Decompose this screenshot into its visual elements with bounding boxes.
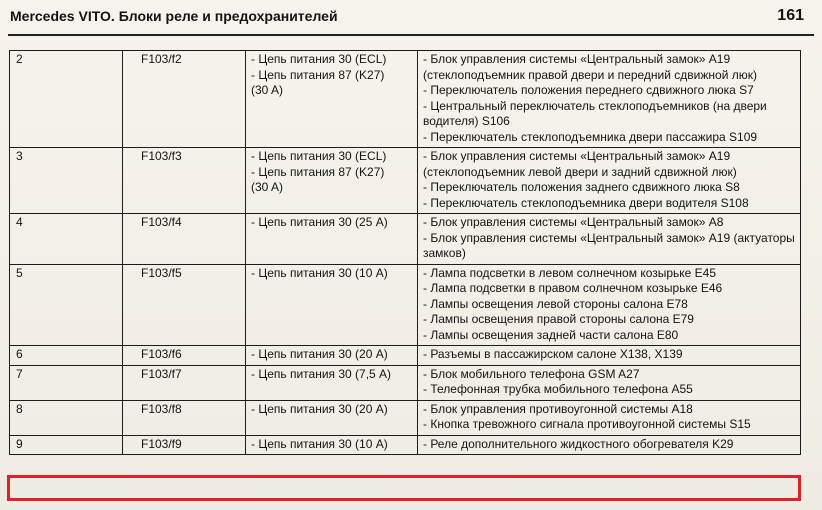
consumer-line: (стеклоподъемник правой двери и передний сдвижной люк) bbox=[423, 67, 757, 82]
row-number: 6 bbox=[10, 346, 123, 366]
circuit-line: - Цепь питания 87 (K27) bbox=[251, 67, 385, 82]
circuit-cell bbox=[246, 365, 418, 400]
fuse-row bbox=[10, 435, 801, 455]
consumer-line: - Блок управления системы «Центральный замок» A19 bbox=[423, 149, 731, 163]
circuit-line: (30 A) bbox=[251, 180, 284, 194]
consumer-line: - Переключатель стеклоподъемника двери водителя S108 bbox=[423, 195, 749, 210]
consumer-line: - Переключатель стеклоподъемника двери пассажира S109 bbox=[423, 129, 758, 144]
consumer-line: - Блок управления противоугонной системы A18 bbox=[423, 401, 693, 416]
circuit-line: - Цепь питания 30 (ECL) bbox=[251, 149, 387, 163]
fuse-row bbox=[10, 264, 801, 346]
circuit-cell bbox=[246, 435, 418, 455]
fuse-row bbox=[10, 51, 801, 148]
row-number: 5 bbox=[10, 264, 123, 346]
fuse-id: F103/f5 bbox=[123, 264, 246, 346]
highlight-box bbox=[7, 475, 801, 501]
consumer-line: - Блок управления системы «Центральный замок» A19 bbox=[423, 52, 731, 66]
consumer-line: - Блок управления системы «Центральный замок» A8 bbox=[423, 215, 724, 229]
consumer-line: - Блок управления системы «Центральный замок» A19 (актуаторы bbox=[423, 230, 795, 245]
circuit-line: - Цепь питания 30 (10 A) bbox=[251, 265, 388, 280]
circuit-line: - Цепь питания 30 (20 A) bbox=[251, 347, 388, 361]
consumers-cell bbox=[418, 400, 801, 435]
circuit-cell bbox=[246, 51, 418, 148]
consumer-line: (стеклоподъемник левой двери и задний сдвижной люк) bbox=[423, 164, 737, 179]
consumer-line: - Блок мобильного телефона GSM A27 bbox=[423, 366, 640, 381]
consumer-line: - Кнопка тревожного сигнала противоугонной системы S15 bbox=[423, 417, 751, 431]
circuit-line: - Цепь питания 30 (20 A) bbox=[251, 401, 388, 416]
circuit-cell bbox=[246, 400, 418, 435]
page-title bbox=[10, 8, 338, 24]
row-number: 9 bbox=[10, 435, 123, 455]
consumer-line: - Лампа подсветки в левом солнечном козырьке E45 bbox=[423, 265, 717, 280]
consumers-cell bbox=[418, 51, 801, 148]
page-header bbox=[0, 0, 822, 38]
consumer-line: - Лампа подсветки в правом солнечном козырьке E46 bbox=[423, 281, 723, 295]
circuit-line: - Цепь питания 30 (10 A) bbox=[251, 436, 388, 451]
page-number: 161 bbox=[777, 7, 804, 24]
row-number: 2 bbox=[10, 51, 123, 148]
fuse-id: F103/f7 bbox=[123, 365, 246, 400]
consumer-line: водителя) S106 bbox=[423, 114, 510, 128]
consumers-cell bbox=[418, 435, 801, 455]
fuse-table bbox=[9, 50, 801, 455]
fuse-row bbox=[10, 365, 801, 400]
fuse-id: F103/f3 bbox=[123, 148, 246, 214]
consumer-line: - Разъемы в пассажирском салоне X138, X139 bbox=[423, 347, 683, 361]
consumer-line: - Центральный переключатель стеклоподъемников (на двери bbox=[423, 98, 767, 113]
consumer-line: - Лампы освещения левой стороны салона E78 bbox=[423, 296, 688, 311]
fuse-id: F103/f6 bbox=[123, 346, 246, 366]
consumer-line: - Переключатель положения заднего сдвижного люка S8 bbox=[423, 180, 740, 194]
consumers-cell bbox=[418, 214, 801, 265]
fuse-row bbox=[10, 400, 801, 435]
circuit-line: - Цепь питания 87 (K27) bbox=[251, 164, 385, 179]
consumers-cell bbox=[418, 148, 801, 214]
circuit-line: - Цепь питания 30 (25 A) bbox=[251, 215, 388, 229]
consumers-cell bbox=[418, 264, 801, 346]
consumers-cell bbox=[418, 346, 801, 366]
row-number: 8 bbox=[10, 400, 123, 435]
circuit-cell bbox=[246, 264, 418, 346]
brand-name: Mercedes VITO. bbox=[10, 8, 115, 24]
fuse-row bbox=[10, 346, 801, 366]
consumer-line: - Лампы освещения правой стороны салона E79 bbox=[423, 312, 694, 326]
consumer-line: - Реле дополнительного жидкостного обогревателя K29 bbox=[423, 436, 734, 451]
circuit-line: - Цепь питания 30 (ECL) bbox=[251, 52, 387, 66]
consumer-line: замков) bbox=[423, 246, 466, 260]
fuse-row bbox=[10, 214, 801, 265]
circuit-line: (30 A) bbox=[251, 83, 284, 97]
circuit-cell bbox=[246, 148, 418, 214]
fuse-id: F103/f2 bbox=[123, 51, 246, 148]
row-number: 3 bbox=[10, 148, 123, 214]
fuse-id: F103/f9 bbox=[123, 435, 246, 455]
consumers-cell bbox=[418, 365, 801, 400]
circuit-line: - Цепь питания 30 (7,5 A) bbox=[251, 366, 392, 381]
fuse-table-body bbox=[10, 51, 801, 455]
fuse-id: F103/f4 bbox=[123, 214, 246, 265]
row-number: 7 bbox=[10, 365, 123, 400]
consumer-line: - Лампы освещения задней части салона E80 bbox=[423, 327, 679, 342]
consumer-line: - Телефонная трубка мобильного телефона A55 bbox=[423, 382, 693, 396]
row-number: 4 bbox=[10, 214, 123, 265]
header-rule bbox=[8, 34, 814, 36]
fuse-row bbox=[10, 148, 801, 214]
consumer-line: - Переключатель положения переднего сдвижного люка S7 bbox=[423, 83, 754, 97]
circuit-cell bbox=[246, 214, 418, 265]
section-title: Блоки реле и предохранителей bbox=[118, 8, 338, 24]
fuse-id: F103/f8 bbox=[123, 400, 246, 435]
circuit-cell bbox=[246, 346, 418, 366]
